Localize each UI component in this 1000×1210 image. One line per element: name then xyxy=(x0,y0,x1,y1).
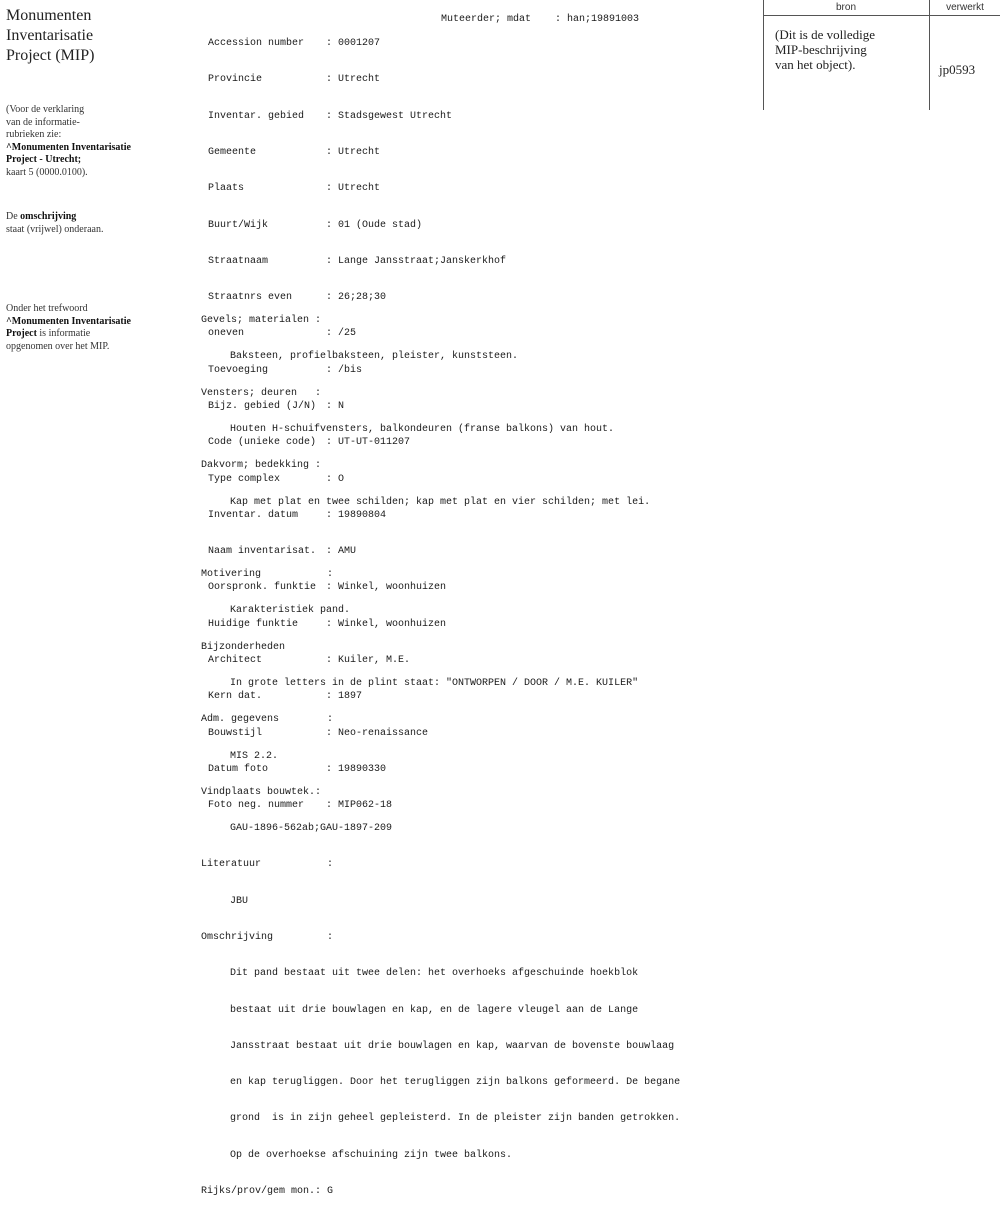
note-line: (Voor de verklaring xyxy=(6,104,85,115)
verwerkt-value: jp0593 xyxy=(939,62,976,77)
field-label: oneven xyxy=(208,328,245,340)
note-line-bold: Project - Utrecht; xyxy=(6,154,82,165)
section-heading: Adm. gegevens : xyxy=(201,714,334,726)
description-line: Jansstraat bestaat uit drie bouwlagen en kap, waarvan de bovenste bouwlaag xyxy=(230,1040,675,1052)
note-bold: Project xyxy=(6,328,37,339)
field-row: Huidige funktie : Winkel, woonhuizen xyxy=(208,618,447,630)
section-text: Karakteristiek pand. xyxy=(230,605,351,617)
field-value: /25 xyxy=(338,328,357,340)
field-row: Architect : Kuiler, M.E. xyxy=(208,654,411,666)
field-row: Buurt/Wijk : 01 (Oude stad) xyxy=(208,219,423,231)
note-line: Onder het trefwoord xyxy=(6,303,88,314)
field-row: Gemeente : Utrecht xyxy=(208,147,381,159)
field-row: Provincie : Utrecht xyxy=(208,74,381,86)
field-row: Straatnaam : Lange Jansstraat;Janskerkhof xyxy=(208,255,507,267)
field-label: Bijz. gebied (J/N) xyxy=(208,401,317,412)
section-heading: Vensters; deuren : xyxy=(201,387,322,399)
field-row: Oorspronk. funktie : Winkel, woonhuizen xyxy=(208,582,447,594)
field-value: Stadsgewest Utrecht xyxy=(338,110,453,122)
field-value: 0001207 xyxy=(338,38,381,50)
bron-table xyxy=(763,0,1000,110)
section-heading: Omschrijving : xyxy=(201,931,334,943)
field-value: 19890804 xyxy=(338,509,387,521)
section-heading: Motivering : xyxy=(201,569,334,581)
field-value: 26;28;30 xyxy=(338,292,387,304)
field-value: Neo-renaissance xyxy=(338,727,429,739)
note-bold: omschrijving xyxy=(20,211,77,222)
field-row: Inventar. datum : 19890804 xyxy=(208,509,387,521)
field-value: Utrecht xyxy=(338,74,381,86)
section-text: In grote letters in de plint staat: "ONTWORPEN / DOOR / M.E. KUILER" xyxy=(230,678,639,689)
field-label: Straatnaam xyxy=(208,255,269,267)
section-heading: Bijzonderheden xyxy=(201,641,286,653)
narrative xyxy=(201,291,680,1210)
field-row: Bouwstijl : Neo-renaissance xyxy=(208,727,429,739)
description-line: bestaat uit drie bouwlagen en kap, en de lagere vleugel aan de Lange xyxy=(230,1004,639,1016)
field-value: 1897 xyxy=(338,691,363,703)
sidebar-note-explanation xyxy=(6,104,131,179)
field-label: Naam inventarisat. xyxy=(208,546,317,558)
section-text: Houten H-schuifvensters, balkondeuren (franse balkons) van hout. xyxy=(230,424,615,436)
note-line: van de informatie- xyxy=(6,116,80,128)
description-line: Dit pand bestaat uit twee delen: het overhoeks afgeschuinde hoekblok xyxy=(230,968,639,980)
sidebar xyxy=(6,6,156,352)
note-line-bold: ^Monumenten Inventarisatie xyxy=(6,141,131,153)
section-heading: Literatuur : xyxy=(201,859,334,871)
field-row: oneven : /25 xyxy=(208,328,357,340)
note-line-bold: ^Monumenten Inventarisatie xyxy=(6,315,131,327)
field-value: N xyxy=(338,401,345,412)
field-value: 01 (Oude stad) xyxy=(338,219,423,231)
header-bron: bron xyxy=(835,2,856,13)
field-row: Foto neg. nummer : MIP062-18 xyxy=(208,800,393,812)
field-label: Code (unieke code) xyxy=(208,437,317,449)
field-value: Winkel, woonhuizen xyxy=(338,618,447,630)
field-row: Straatnrs even : 26;28;30 xyxy=(208,292,387,304)
field-row: Code (unieke code) : UT-UT-011207 xyxy=(208,437,411,449)
field-row: Toevoeging : /bis xyxy=(208,364,363,376)
field-label: Gemeente xyxy=(208,147,257,159)
sidebar-note-omschrijving xyxy=(6,211,103,236)
note-line: staat (vrijwel) onderaan. xyxy=(6,223,104,235)
field-label: Straatnrs even xyxy=(208,292,293,304)
field-value: /bis xyxy=(338,364,363,376)
bron-note xyxy=(775,27,875,72)
section-text: MIS 2.2. xyxy=(230,750,279,762)
field-value: Winkel, woonhuizen xyxy=(338,582,447,594)
field-value: O xyxy=(338,473,345,485)
note-line: rubrieken zie: xyxy=(6,129,62,140)
field-value: Utrecht xyxy=(338,147,381,159)
field-label: Bouwstijl xyxy=(208,727,263,739)
field-label: Datum foto xyxy=(208,763,269,775)
mutator-value: han;19891003 xyxy=(567,14,640,25)
field-value: AMU xyxy=(338,546,357,558)
table-border-divider xyxy=(929,0,930,110)
field-value: 19890330 xyxy=(338,763,387,775)
field-label: Oorspronk. funktie xyxy=(208,582,317,594)
bron-note-line: van het object). xyxy=(775,57,856,72)
field-label: Accession number xyxy=(208,38,305,50)
table-border-left xyxy=(763,0,764,110)
description-line: Op de overhoekse afschuining zijn twee balkons. xyxy=(230,1149,513,1161)
note-line: opgenomen over het MIP. xyxy=(6,340,110,352)
description-line: en kap terugliggen. Door het terugliggen zijn balkons geformeerd. De begane xyxy=(230,1077,681,1089)
table-header-rule xyxy=(763,15,1000,16)
field-label: Provincie xyxy=(208,74,263,86)
section-text: JBU xyxy=(230,895,249,907)
field-value: MIP062-18 xyxy=(338,800,393,812)
field-label: Buurt/Wijk xyxy=(208,219,269,231)
section-heading: Dakvorm; bedekking : xyxy=(201,460,322,472)
sidebar-title-line: Inventarisatie xyxy=(6,27,94,44)
field-label: Kern dat. xyxy=(208,691,263,703)
field-label: Type complex xyxy=(208,473,281,485)
field-row: Datum foto : 19890330 xyxy=(208,763,387,775)
field-row: Kern dat. : 1897 xyxy=(208,691,363,703)
field-row: Type complex : O xyxy=(208,473,345,485)
section-heading: Vindplaats bouwtek.: xyxy=(201,786,322,798)
mutator-row: Muteerder; mdat : han;19891003 xyxy=(441,14,640,25)
field-label: Inventar. datum xyxy=(208,509,299,521)
field-row: Inventar. gebied : Stadsgewest Utrecht xyxy=(208,110,453,122)
field-value: UT-UT-011207 xyxy=(338,437,411,449)
section-text: GAU-1896-562ab;GAU-1897-209 xyxy=(230,823,393,835)
section-text: Kap met plat en twee schilden; kap met plat en vier schilden; met lei. xyxy=(230,496,651,508)
bron-note-line: (Dit is de volledige xyxy=(775,27,876,42)
field-label: Foto neg. nummer xyxy=(208,800,305,812)
sidebar-note-trefwoord xyxy=(6,303,131,353)
field-value: Lange Jansstraat;Janskerkhof xyxy=(338,255,507,267)
note-text: is informatie xyxy=(36,328,91,339)
field-row: Accession number : 0001207 xyxy=(208,38,381,50)
field-value: Kuiler, M.E. xyxy=(338,654,411,666)
sidebar-title-line: Monumenten xyxy=(6,7,92,24)
field-label: Plaats xyxy=(208,183,245,195)
header-verwerkt: verwerkt xyxy=(946,2,984,13)
section-text: Baksteen, profielbaksteen, pleister, kunststeen. xyxy=(230,351,519,363)
field-label: Architect xyxy=(208,654,263,666)
monument-status: Rijks/prov/gem mon.: G xyxy=(201,1185,334,1197)
field-label: Toevoeging xyxy=(208,364,269,376)
field-value: Utrecht xyxy=(338,183,381,195)
note-line: kaart 5 (0000.0100). xyxy=(6,166,88,178)
field-label: Inventar. gebied xyxy=(208,110,305,122)
sidebar-title-line: Project (MIP) xyxy=(6,47,95,64)
description-line: grond is in zijn geheel gepleisterd. In de pleister zijn banden getrokken. xyxy=(230,1113,681,1125)
bron-note-line: MIP-beschrijving xyxy=(775,42,867,57)
section-heading: Gevels; materialen : xyxy=(201,315,322,327)
field-row: Bijz. gebied (J/N) : N xyxy=(208,401,345,412)
sidebar-title xyxy=(6,6,156,66)
note-text: De xyxy=(6,211,21,222)
field-row: Naam inventarisat. : AMU xyxy=(208,546,357,558)
field-row: Plaats : Utrecht xyxy=(208,183,381,195)
mutator-label: Muteerder; mdat xyxy=(441,14,532,25)
field-label: Huidige funktie xyxy=(208,618,299,630)
